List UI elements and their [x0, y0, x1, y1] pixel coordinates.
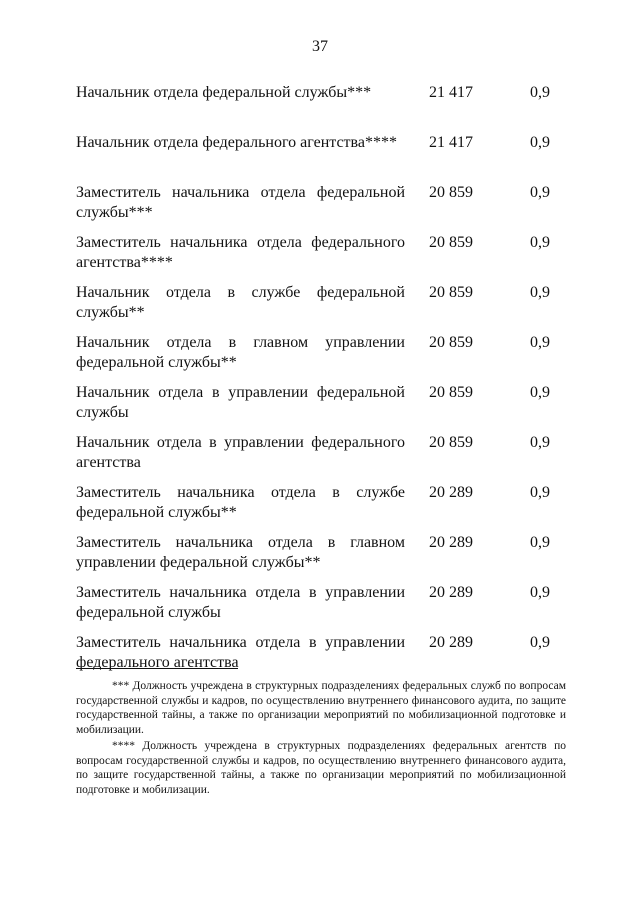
footnote-divider: [76, 668, 238, 669]
table-row: [76, 283, 566, 333]
coefficient-value: 0,9: [530, 384, 550, 401]
footnote-three-stars: *** Должность учреждена в структурных подразделениях федеральных служб по вопросам государственной службы и кадров, по осуществлению внутреннего финансового аудита, по защите государственной тайны, а также по организации мероприятий по мобилизационной подготовке и мобилизации.: [76, 680, 566, 736]
coefficient-value: 0,9: [530, 534, 550, 551]
salary-value: 20 289: [429, 534, 473, 551]
position-table: [76, 83, 566, 683]
position-name: Заместитель начальника отдела федеральной службы***: [76, 184, 405, 221]
position-name: Начальник отдела в главном управлении федеральной службы**: [76, 334, 405, 371]
table-row: [76, 133, 566, 183]
position-name: Заместитель начальника отдела федерального агентства****: [76, 234, 405, 271]
table-row: [76, 633, 566, 683]
table-row: [76, 183, 566, 233]
table-row: [76, 583, 566, 633]
salary-value: 20 859: [429, 234, 473, 251]
salary-value: 20 859: [429, 434, 473, 451]
coefficient-value: 0,9: [530, 634, 550, 651]
table-row: [76, 233, 566, 283]
coefficient-value: 0,9: [530, 84, 550, 101]
salary-value: 20 859: [429, 384, 473, 401]
coefficient-value: 0,9: [530, 484, 550, 501]
coefficient-value: 0,9: [530, 334, 550, 351]
position-name: Заместитель начальника отдела в службе федеральной службы**: [76, 484, 405, 521]
table-row: [76, 533, 566, 583]
position-name: Заместитель начальника отдела в главном управлении федеральной службы**: [76, 534, 405, 571]
salary-value: 20 859: [429, 184, 473, 201]
position-name: Начальник отдела в службе федеральной службы**: [76, 284, 405, 321]
salary-value: 21 417: [429, 134, 473, 151]
salary-value: 21 417: [429, 84, 473, 101]
footnotes: [76, 679, 566, 799]
salary-value: 20 859: [429, 284, 473, 301]
position-name: Заместитель начальника отдела в управлении федеральной службы: [76, 584, 405, 621]
coefficient-value: 0,9: [530, 184, 550, 201]
table-row: [76, 483, 566, 533]
table-row: [76, 383, 566, 433]
coefficient-value: 0,9: [530, 134, 550, 151]
salary-value: 20 289: [429, 634, 473, 651]
position-name: Начальник отдела в управлении федерального агентства: [76, 434, 405, 471]
table-row: [76, 333, 566, 383]
coefficient-value: 0,9: [530, 584, 550, 601]
table-row: [76, 83, 566, 133]
coefficient-value: 0,9: [530, 434, 550, 451]
page-number: 37: [312, 38, 328, 55]
coefficient-value: 0,9: [530, 284, 550, 301]
salary-value: 20 859: [429, 334, 473, 351]
position-name: Начальник отдела в управлении федеральной службы: [76, 384, 405, 421]
salary-value: 20 289: [429, 484, 473, 501]
coefficient-value: 0,9: [530, 234, 550, 251]
position-name: Начальник отдела федеральной службы***: [76, 84, 372, 101]
footnote-four-stars: **** Должность учреждена в структурных подразделениях федеральных агентств по вопросам государственной службы и кадров, по осуществлению внутреннего финансового аудита, по защите государственной тайны, а также по организации мероприятий по мобилизационной подготовке и мобилизации.: [76, 740, 566, 796]
position-name: Начальник отдела федерального агентства****: [76, 134, 397, 151]
table-row: [76, 433, 566, 483]
position-name: Заместитель начальника отдела в управлении федерального агентства: [76, 634, 405, 671]
salary-value: 20 289: [429, 584, 473, 601]
